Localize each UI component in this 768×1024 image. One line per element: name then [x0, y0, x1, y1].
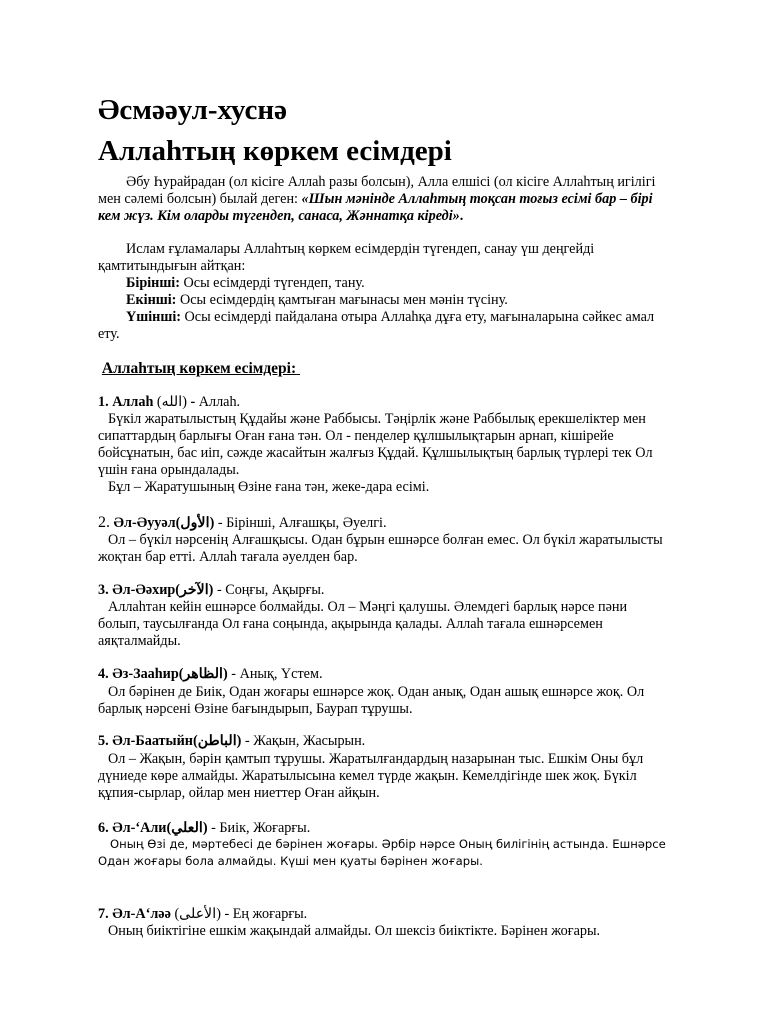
name-2-meaning: - Бірінші, Алғашқы, Әуелгі.	[214, 515, 387, 531]
name-1-body-2: Бұл – Жаратушының Өзіне ғана тән, жеке-дара есімі.	[108, 479, 430, 495]
intro-text: Әбу Һурайрадан (ол кісіге Аллаһ разы болсын), Алла елшісі (ол кісіге Аллаһтың игілігі мен сәлемі болсын) былай деген:	[98, 174, 656, 207]
name-4-body: Ол бәрінен де Биік, Одан жоғары ешнәрсе жоқ. Одан анық, Одан ашық ешнәрсе жоқ. Ол барлық нәрсені Өзіне бағындырып, Баурап тұрушы.	[98, 684, 645, 717]
title-line-1: Әсмәәул-хуснә	[98, 94, 287, 126]
names-heading-text: Аллаһтың көркем есімдері:	[101, 360, 297, 377]
names-heading	[98, 360, 300, 378]
name-1-number: 1.	[98, 394, 109, 410]
name-6-title: Әл-‘Али	[112, 820, 167, 836]
title-line-2: Аллаһтың көркем есімдері	[98, 135, 452, 167]
name-4-number: 4.	[98, 666, 109, 682]
name-3-title: Әл-Әәхир	[112, 582, 176, 598]
level-1-label: Бірінші:	[126, 275, 180, 291]
name-7-meaning: - Ең жоғарғы.	[220, 906, 308, 922]
name-6-arabic: (العلي)	[166, 820, 208, 836]
name-7-arabic: (الأعلى)	[174, 906, 221, 922]
name-7-heading	[98, 906, 307, 923]
level-2	[98, 292, 670, 309]
level-2-text: Осы есімдердің қамтыған мағынасы мен мәнін түсіну.	[176, 292, 508, 308]
intro-period: .	[459, 208, 464, 224]
name-4-meaning: - Анық, Үстем.	[227, 666, 323, 682]
hadith-quote: «Шын мәнінде Аллаһтың тоқсан тоғыз есімі бар – бірі кем жүз. Кім оларды түгендеп, санаса, Жәннатқа кіреді»	[98, 191, 653, 224]
scholars-paragraph: Ислам ғұламалары Аллаһтың көркем есімдердін түгендеп, санау үш деңгейді қамтитындығын айтқан:	[98, 241, 595, 274]
name-6-number: 6.	[98, 820, 109, 836]
name-6-body: Оның Өзі де, мәртебесі де бәрінен жоғары. Әрбір нәрсе Оның билігінің астында. Ешнәрсе Одан жоғары бола алмайды. Күші мен қуаты бәрінен жоғары.	[98, 837, 666, 868]
name-5-meaning: - Жақын, Жасырын.	[241, 733, 366, 749]
name-1-title: Аллаh	[112, 394, 154, 410]
level-1	[98, 275, 670, 292]
intro-paragraph	[98, 174, 670, 225]
level-3-text: Осы есімдерді пайдалана отыра Аллаһқа дұға ету, мағыналарына сәйкес амал ету.	[98, 309, 655, 342]
level-3-label: Үшінші:	[126, 309, 181, 325]
name-6-heading	[98, 820, 310, 837]
name-5-title: Әл-Баатыйн	[112, 733, 193, 749]
name-1-arabic: (الله)	[156, 394, 187, 410]
name-5-body: Ол – Жақын, бәрін қамтып тұрушы. Жаратылғандардың назарынан тыс. Ешкім Оны бұл дүниеде көре алмайды. Жаратылысына кемел түрде жақын. Кемелдігінде шек жоқ. Бүкіл құпия-сырлар, ойлар мен ниеттер Оған айқын.	[98, 751, 644, 801]
name-4-arabic: (الظاهر)	[178, 666, 228, 682]
name-1-meaning: Аллаh.	[198, 394, 241, 410]
name-2-number: 2.	[98, 514, 110, 531]
name-4-heading	[98, 666, 323, 683]
name-1-dash: -	[186, 394, 199, 410]
name-7-title: Әл-А‘ләә	[112, 906, 171, 922]
level-3	[98, 309, 670, 343]
name-1-body: Бүкіл жаратылыстың Құдайы және Раббысы. Тәңірлік және Раббылық ерекшеліктер мен сипаттардың барлығы Оған ғана тән. Ол - пенделер құлшылықтарын арнап, кішірейе бойсұнатын, бас иіп, сәжде жасайтын жалғыз Құдай. Құлшылықтың барлық түрлері тек Ол үшін ғана орындалады.	[98, 411, 653, 478]
name-2-title: Әл-Әууәл	[113, 515, 176, 531]
name-2-body: Ол – бүкіл нәрсенің Алғашқысы. Одан бұрын ешнәрсе болған емес. Ол бүкіл жаратылысты жоқтан бар етті. Аллаһ тағала әуелден бар.	[98, 532, 663, 565]
name-3-meaning: - Соңғы, Ақырғы.	[213, 582, 325, 598]
name-3-heading	[98, 582, 324, 599]
name-1-heading	[98, 394, 240, 411]
name-7-number: 7.	[98, 906, 109, 922]
name-2-heading	[98, 514, 387, 532]
name-7-body: Оның биіктігіне ешкім жақындай алмайды. Ол шексіз биіктікте. Бәрінен жоғары.	[108, 923, 601, 939]
name-2-arabic: (الأول)	[175, 515, 215, 531]
name-4-title: Әз-Зааһир	[112, 666, 179, 682]
name-5-arabic: (الباطن)	[192, 733, 242, 749]
name-6-meaning: - Биік, Жоғарғы.	[207, 820, 311, 836]
name-5-heading	[98, 733, 365, 750]
level-1-text: Осы есімдерді түгендеп, тану.	[179, 275, 365, 291]
name-3-body: Аллаһтан кейін ешнәрсе болмайды. Ол – Мәңгі қалушы. Әлемдегі барлық нәрсе пәни болып, таусылғанда Ол ғана соңында, ақырында қалады. Аллаһ тағала ешнәрсемен аяқталмайды.	[98, 599, 628, 649]
name-3-number: 3.	[98, 582, 109, 598]
name-5-number: 5.	[98, 733, 109, 749]
level-2-label: Екінші:	[126, 292, 177, 308]
name-3-arabic: (الآخر)	[175, 582, 214, 598]
